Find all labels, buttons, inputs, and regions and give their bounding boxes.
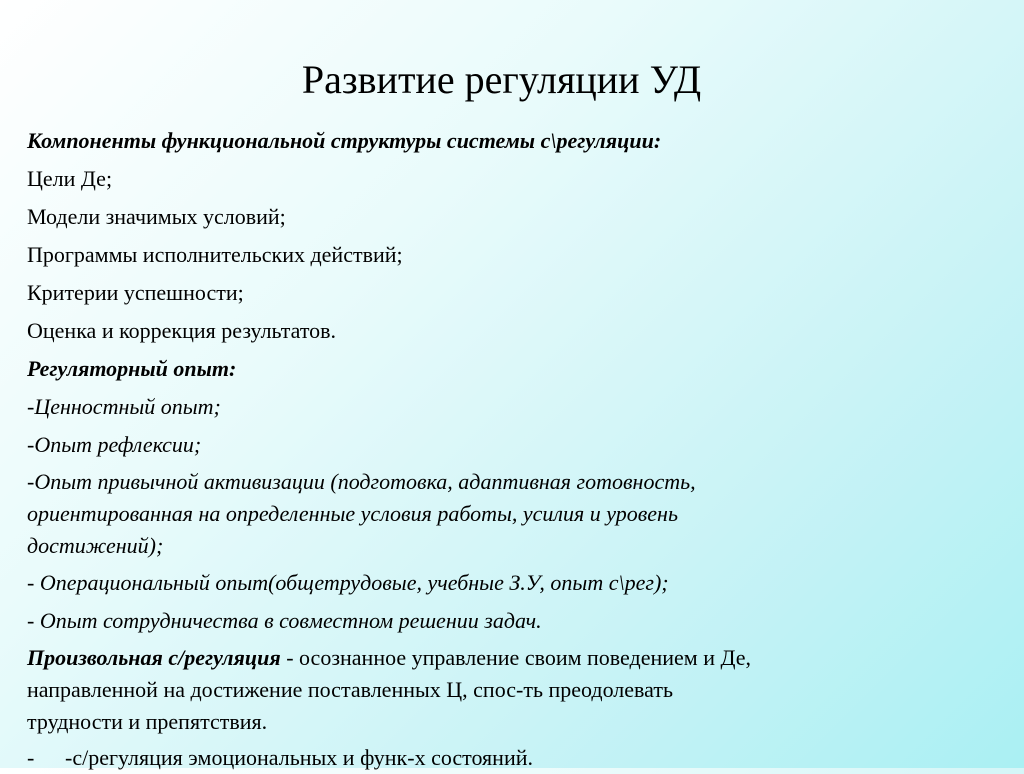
bullet-marker: - [27, 745, 35, 770]
voluntary-regulation-term: Произвольная с/регуляция [27, 645, 281, 670]
emotional-regulation-text: -с/регуляция эмоциональных и функ-х состояний. [65, 745, 533, 770]
slide-title: Развитие регуляции УД [301, 57, 702, 102]
list-item: Критерии успешности; [27, 280, 244, 305]
list-item: Цели Де; [27, 166, 113, 191]
operational-text: Операциональный опыт(общетрудовые, учебные З.У, опыт с\рег); [39, 570, 669, 595]
list-item: Программы исполнительских действий; [27, 242, 403, 267]
habitual-activation-item [27, 466, 1007, 562]
cooperation-dash: - [27, 608, 40, 633]
list-item: -Опыт рефлексии; [27, 432, 202, 457]
list-item: Оценка и коррекция результатов. [27, 318, 337, 343]
operational-experience-item [27, 566, 1007, 604]
voluntary-regulation-line-1 [27, 642, 1007, 674]
regulatory-experience-heading: Регуляторный опыт: [27, 356, 237, 381]
voluntary-regulation-line-3: трудности и препятствия. [27, 709, 268, 734]
voluntary-regulation-paragraph [27, 642, 1007, 738]
slide-content [27, 124, 1007, 774]
habitual-activation-line-1: -Опыт привычной активизации (подготовка, адаптивная готовность, [27, 469, 696, 494]
voluntary-regulation-line-2: направленной на достижение поставленных Ц, спос-ть преодолевать [27, 677, 673, 702]
cooperation-experience-item [27, 604, 1007, 642]
habitual-activation-line-2: ориентированная на определенные условия работы, усилия и уровень [27, 501, 678, 526]
list-item: Модели значимых условий; [27, 204, 286, 229]
habitual-activation-line-3: достижений); [27, 533, 164, 558]
operational-dash: - [27, 570, 40, 595]
components-heading: Компоненты функциональной структуры системы с\регуляции: [27, 128, 662, 153]
emotional-regulation-item [27, 742, 1007, 774]
cooperation-text: Опыт сотрудничества в совместном решении задач. [39, 608, 542, 633]
voluntary-regulation-definition: - осознанное управление своим поведением и Де, [280, 645, 752, 670]
list-item: -Ценностный опыт; [27, 394, 221, 419]
